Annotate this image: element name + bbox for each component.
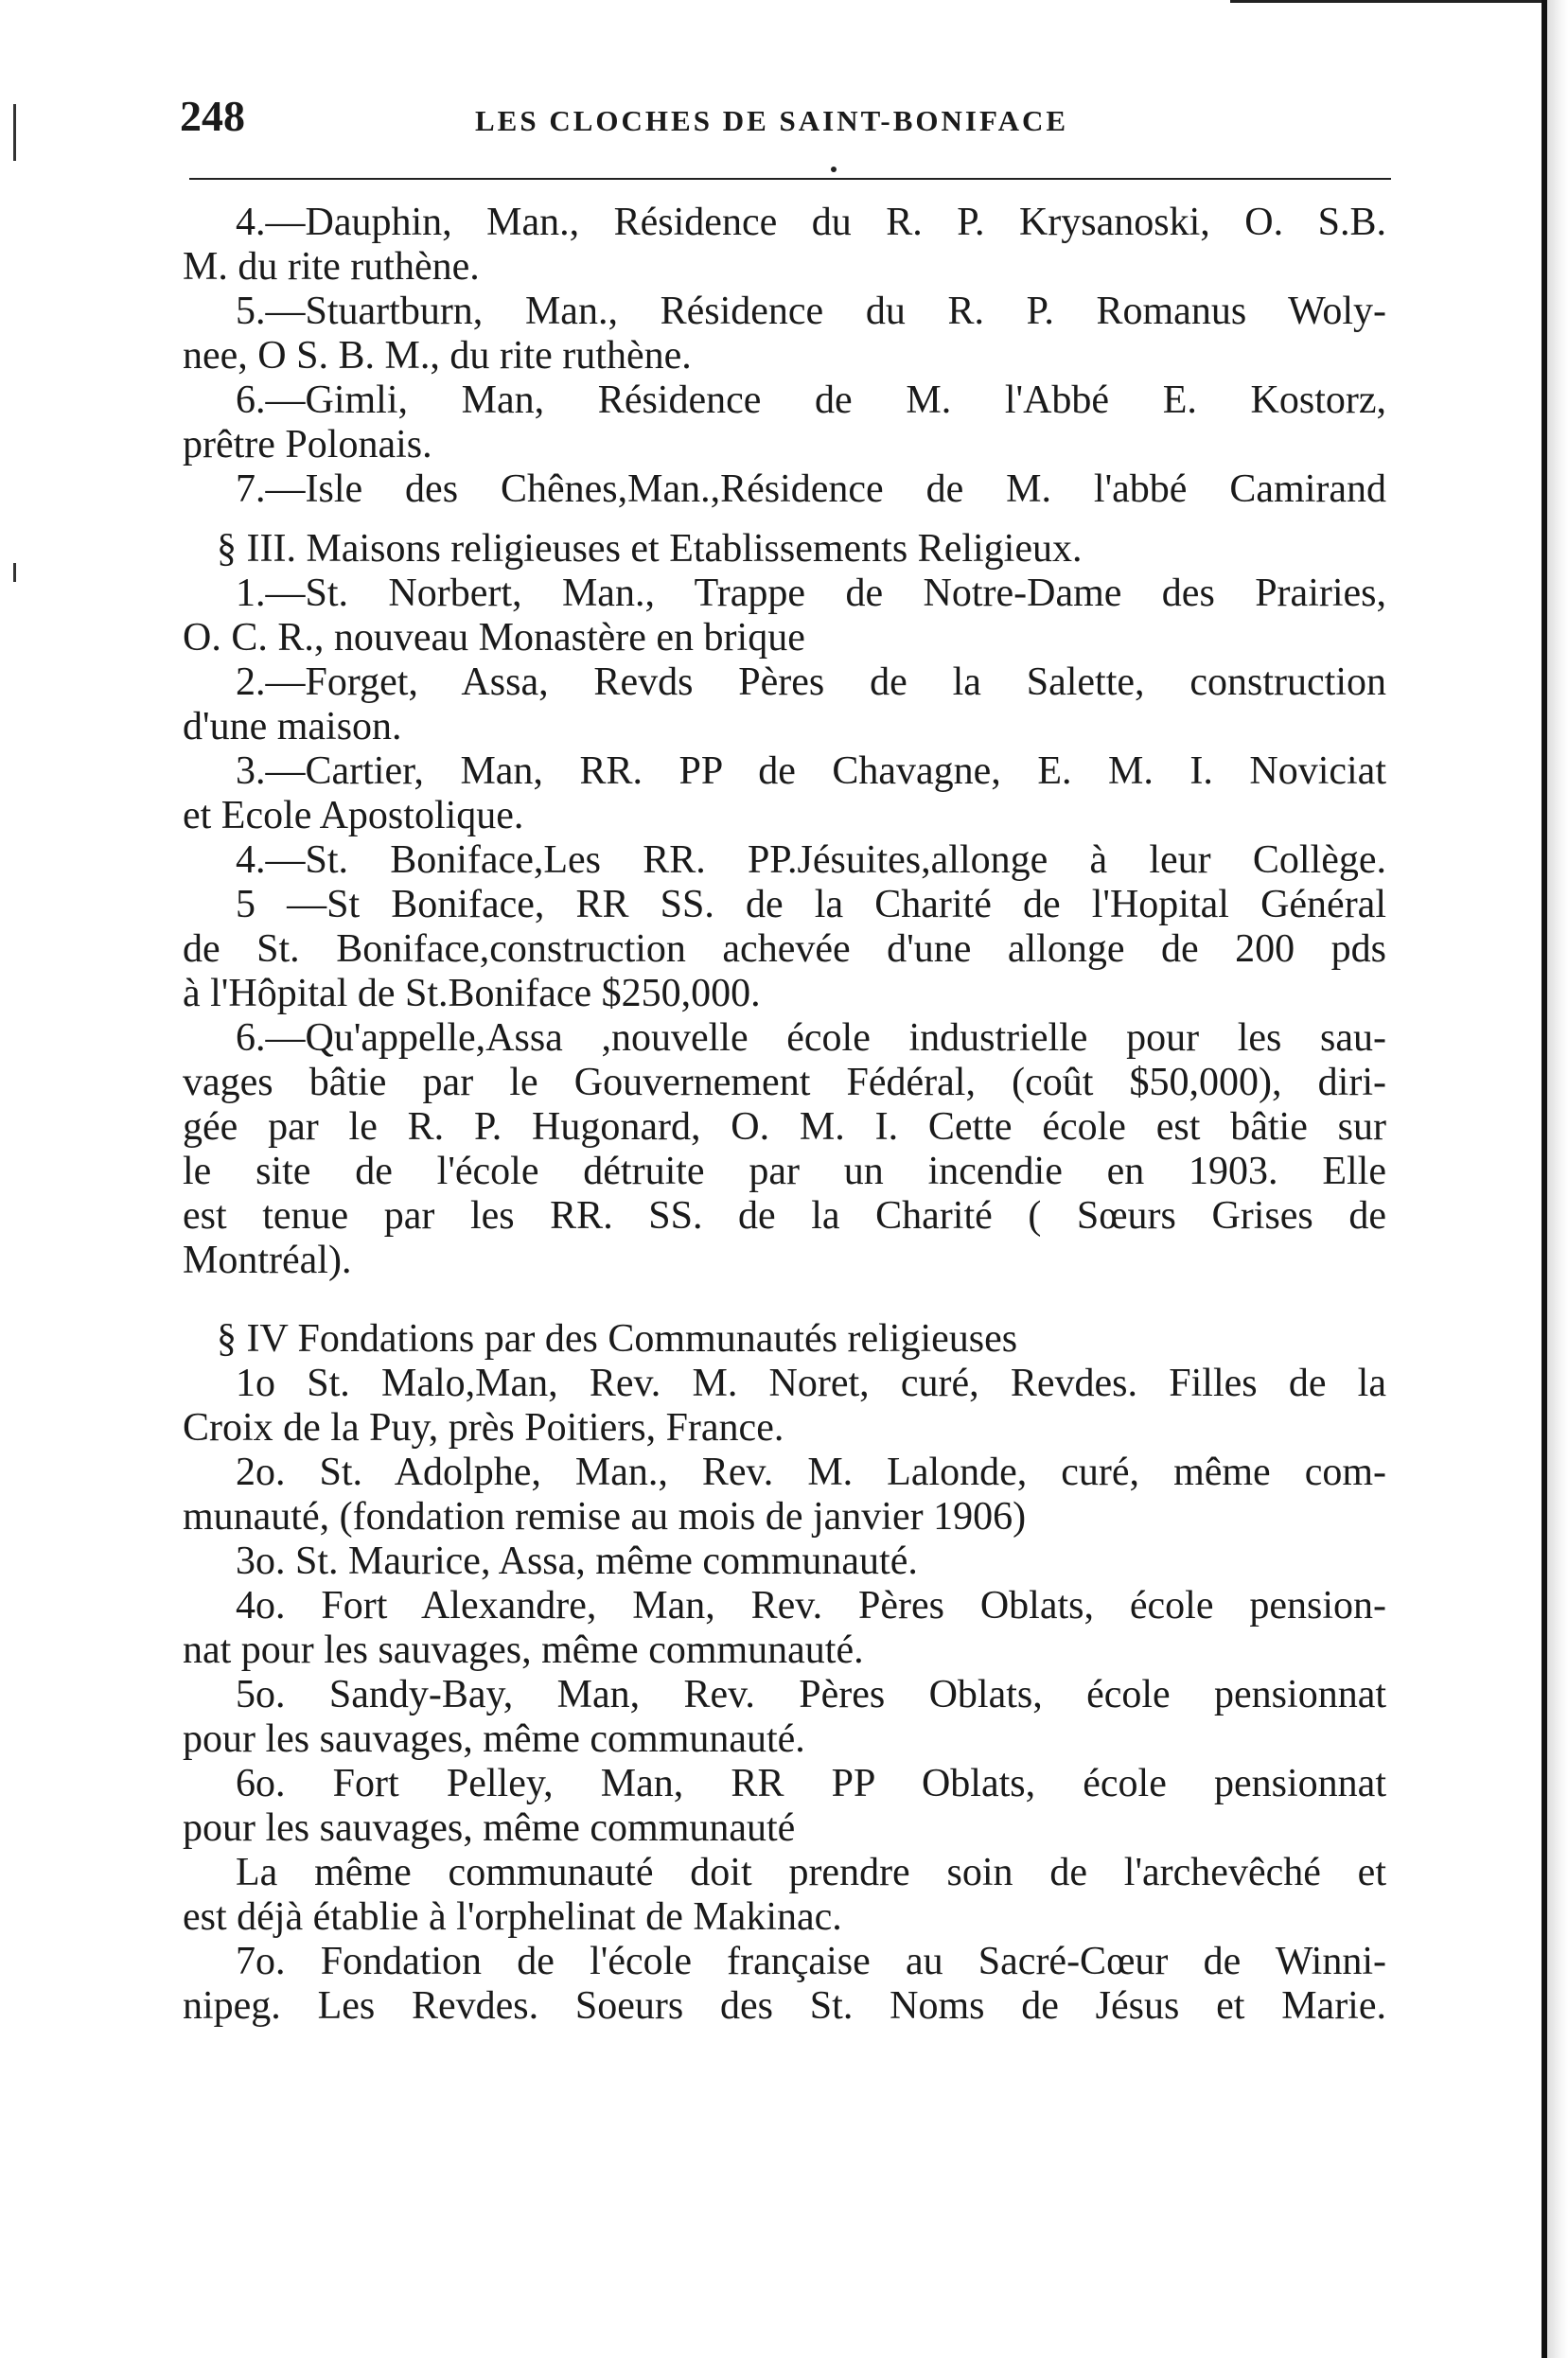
text-line: vages bâtie par le Gouvernement Fédéral, (coût $50,000), diri- (183, 1061, 1386, 1104)
text-line: § III. Maisons religieuses et Etablissements Religieux. (217, 527, 1083, 571)
text-line: de St. Boniface,construction achevée d'une allonge de 200 pds (183, 927, 1386, 971)
text-line: Croix de la Puy, près Poitiers, France. (183, 1406, 784, 1450)
binding-shadow (1547, 0, 1568, 2358)
text-line: 4o. Fort Alexandre, Man, Rev. Pères Oblats, école pension- (236, 1584, 1386, 1628)
header-rule (189, 178, 1391, 180)
text-line (183, 1283, 1386, 1302)
text-line: M. du rite ruthène. (183, 245, 480, 289)
header-rule-dot (831, 167, 837, 172)
page-header (180, 91, 1391, 148)
text-line: nipeg. Les Revdes. Soeurs des St. Noms de Jésus et Marie. (183, 1984, 1386, 2028)
text-line: § IV Fondations par des Communautés religieuses (217, 1317, 1018, 1361)
scan-mark (13, 104, 16, 161)
running-head: LES CLOCHES DE SAINT-BONIFACE (475, 104, 1069, 137)
text-line: 6.—Gimli, Man, Résidence de M. l'Abbé E. Kostorz, (236, 378, 1386, 422)
text-line: nat pour les sauvages, même communauté. (183, 1628, 864, 1672)
text-line: 7.—Isle des Chênes,Man.,Résidence de M. l'abbé Camirand (236, 467, 1386, 511)
text-line: 5 —St Boniface, RR SS. de la Charité de l'Hopital Général (236, 883, 1386, 926)
text-line: 1o St. Malo,Man, Rev. M. Noret, curé, Revdes. Filles de la (236, 1362, 1386, 1405)
text-line: Montréal). (183, 1239, 352, 1282)
text-line: 2.—Forget, Assa, Revds Pères de la Salette, construction (236, 660, 1386, 704)
page-number: 248 (180, 92, 245, 140)
text-line: à l'Hôpital de St.Boniface $250,000. (183, 972, 761, 1015)
text-line: 7o. Fondation de l'école française au Sacré-Cœur de Winni- (236, 1940, 1386, 1983)
text-line: 3o. St. Maurice, Assa, même communauté. (236, 1540, 918, 1583)
text-line: est déjà établie à l'orphelinat de Makinac. (183, 1895, 842, 1939)
text-line: La même communauté doit prendre soin de l'archevêché et (236, 1851, 1386, 1894)
body-text (183, 201, 1386, 2029)
scan-mark (13, 563, 16, 582)
text-line: 2o. St. Adolphe, Man., Rev. M. Lalonde, curé, même com- (236, 1451, 1386, 1494)
text-line: nee, O S. B. M., du rite ruthène. (183, 334, 692, 378)
text-line: O. C. R., nouveau Monastère en brique (183, 616, 805, 660)
text-line: 5.—Stuartburn, Man., Résidence du R. P. Romanus Woly- (236, 290, 1386, 333)
text-line: munauté, (fondation remise au mois de janvier 1906) (183, 1495, 1027, 1539)
text-line: le site de l'école détruite par un incendie en 1903. Elle (183, 1150, 1386, 1193)
text-line: 3.—Cartier, Man, RR. PP de Chavagne, E. M. I. Noviciat (236, 749, 1386, 793)
text-line: 5o. Sandy-Bay, Man, Rev. Pères Oblats, école pensionnat (236, 1673, 1386, 1716)
text-line: prêtre Polonais. (183, 423, 432, 466)
page-edge-line (1230, 0, 1542, 3)
text-line: est tenue par les RR. SS. de la Charité ( Sœurs Grises de (183, 1194, 1386, 1238)
text-line: 6.—Qu'appelle,Assa ,nouvelle école industrielle pour les sau- (236, 1016, 1386, 1060)
text-line: 6o. Fort Pelley, Man, RR PP Oblats, école pensionnat (236, 1762, 1386, 1805)
text-line: d'une maison. (183, 705, 402, 748)
text-line: et Ecole Apostolique. (183, 794, 524, 837)
text-line: pour les sauvages, même communauté (183, 1806, 796, 1850)
text-line: 4.—Dauphin, Man., Résidence du R. P. Krysanoski, O. S.B. (236, 201, 1386, 244)
text-line: pour les sauvages, même communauté. (183, 1717, 805, 1761)
binding-edge (1542, 0, 1547, 2358)
text-line: 1.—St. Norbert, Man., Trappe de Notre-Dame des Prairies, (236, 572, 1386, 615)
text-line: 4.—St. Boniface,Les RR. PP.Jésuites,allonge à leur Collège. (236, 838, 1386, 882)
text-line: gée par le R. P. Hugonard, O. M. I. Cette école est bâtie sur (183, 1105, 1386, 1149)
